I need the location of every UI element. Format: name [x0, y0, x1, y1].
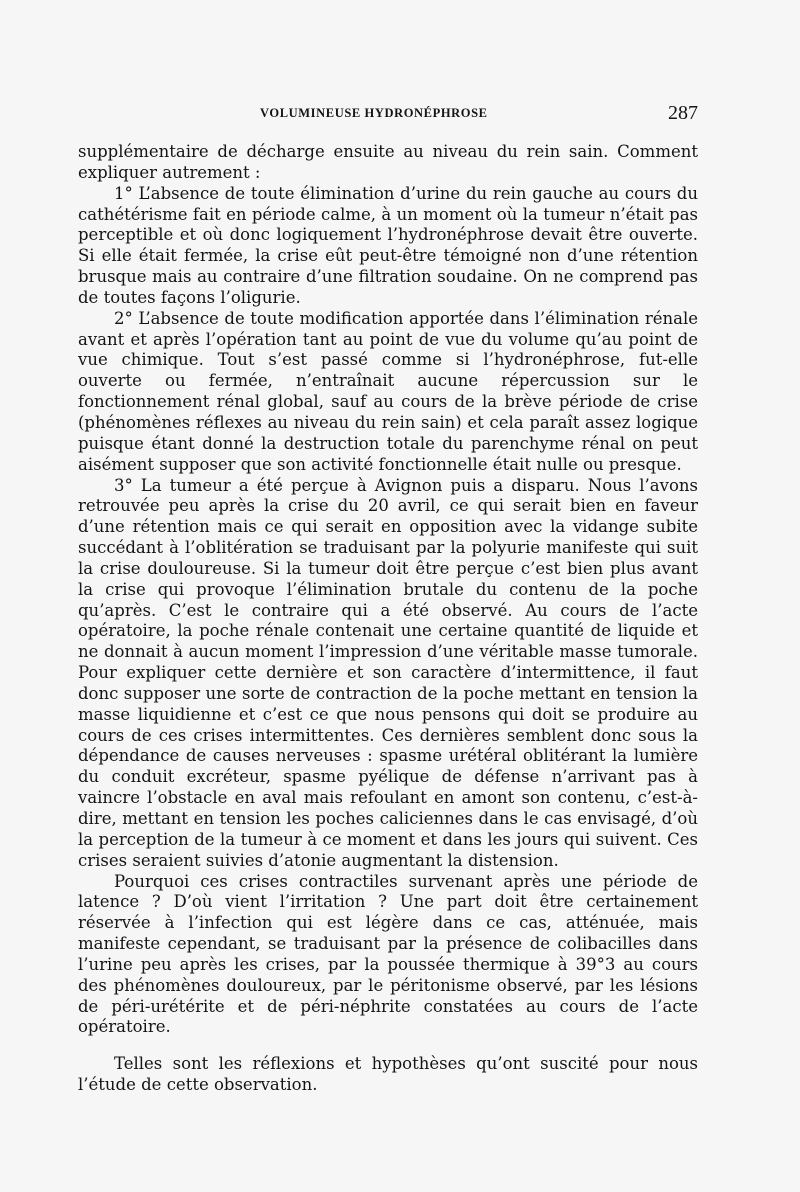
page-number: 287	[668, 102, 698, 124]
paragraph-point-3: 3° La tumeur a été perçue à Avignon puis a disparu. Nous l’avons retrouvée peu après la crise du 20 avril, ce qui serait bien en faveur d’une rétention mais ce qui serait en opposition avec la vidange subite succédant à l’oblitération se traduisant par la polyurie manifeste qui suit la crise douloureuse. Si la tumeur doit être perçue c’est bien plus avant la crise qui provoque l’élimination brutale du contenu de la poche qu’après. C’est le contraire qui a été observé. Au cours de l’acte opératoire, la poche rénale contenait une certaine quantité de liquide et ne donnait à aucun moment l’impression d’une véritable masse tumorale. Pour expliquer cette dernière et son caractère d’intermittence, il faut donc supposer une sorte de contraction de la poche mettant en tension la masse liquidienne et c’est ce que nous pensons qui doit se produire au cours de ces crises intermittentes. Ces dernières semblent donc sous la dépendance de causes nerveuses : spasme urétéral oblitérant la lumière du conduit excréteur, spasme pyélique de défense n’arrivant pas à vaincre l’obstacle en aval mais refoulant en amont son contenu, c’est-à-dire, mettant en tension les poches caliciennes dans le cas envisagé, d’où la perception de la tumeur à ce moment et dans les jours qui suivent. Ces crises seraient suivies d’atonie augmentant la distension.	[78, 475, 698, 870]
running-title: VOLUMINEUSE HYDRONÉPHROSE	[260, 106, 488, 120]
paragraph-continuation: supplémentaire de décharge ensuite au niveau du rein sain. Comment expliquer autrement :	[78, 142, 698, 182]
paragraph-point-1: 1° L’absence de toute élimination d’urine du rein gauche au cours du cathétérisme fait en période calme, à un moment où la tumeur n’était pas perceptible et où donc logiquement l’hydronéphrose devait être ouverte. Si elle était fermée, la crise eût peut-être témoigné non d’une rétention brusque mais au contraire d’une filtration soudaine. On ne comprend pas de toutes façons l’oligurie.	[78, 183, 698, 307]
paragraph-conclusion: Telles sont les réflexions et hypothèses qu’ont suscité pour nous l’étude de cette observation.	[78, 1054, 698, 1095]
paragraph-point-2: 2° L’absence de toute modification apportée dans l’élimination rénale avant et après l’opération tant au point de vue du volume qu’au point de vue chimique. Tout s’est passé comme si l’hydronéphrose, fut-elle ouverte ou fermée, n’entraînait aucune répercussion sur le fonctionnement rénal global, sauf au cours de la brève période de crise (phénomènes réflexes au niveau du rein sain) et cela paraît assez logique puisque étant donné la destruction totale du parenchyme rénal on peut aisément supposer que son activité fonctionnelle était nulle ou presque.	[78, 308, 698, 474]
paragraph-question: Pourquoi ces crises contractiles survenant après une période de latence ? D’où vient l’irritation ? Une part doit être certainement réservée à l’infection qui est légère dans ce cas, atténuée, mais manifeste cependant, se traduisant par la présence de colibacilles dans l’urine peu après les crises, par la poussée thermique à 39°3 au cours des phénomènes douloureux, par le péritonisme observé, par les lésions de péri-urétérite et de péri-néphrite constatées au cours de l’acte opératoire.	[78, 871, 698, 1037]
running-header	[78, 102, 698, 128]
body-text	[78, 142, 698, 1096]
